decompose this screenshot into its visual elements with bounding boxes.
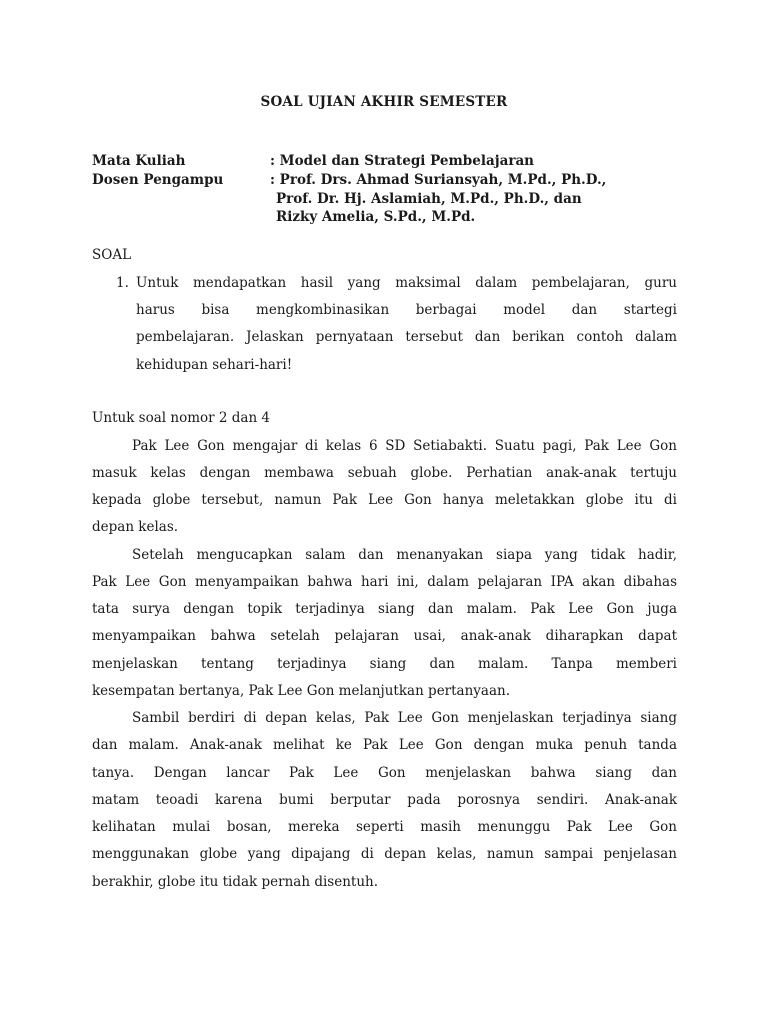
paragraph-line: menjelaskan tentang terjadinya siang dan malam. Tanpa memberi bbox=[92, 656, 677, 672]
question-line: pembelajaran. Jelaskan pernyataan tersebut dan berikan contoh dalam bbox=[136, 329, 677, 345]
soal-heading: SOAL bbox=[92, 247, 132, 263]
question-line: harus bisa mengkombinasikan berbagai model dan startegi bbox=[136, 302, 677, 318]
paragraph-line: tata surya dengan topik terjadinya siang dan malam. Pak Lee Gon juga bbox=[92, 601, 677, 617]
question-line: Untuk mendapatkan hasil yang maksimal dalam pembelajaran, guru bbox=[136, 275, 677, 291]
paragraph-line: Pak Lee Gon menyampaikan bahwa hari ini, dalam pelajaran IPA akan dibahas bbox=[92, 574, 677, 590]
course-value: : Model dan Strategi Pembelajaran bbox=[270, 153, 535, 169]
paragraph-line: depan kelas. bbox=[92, 519, 179, 535]
context-heading: Untuk soal nomor 2 dan 4 bbox=[92, 410, 271, 426]
paragraph-line: menyampaikan bahwa setelah pelajaran usai, anak-anak diharapkan dapat bbox=[92, 628, 677, 644]
page-title: SOAL UJIAN AKHIR SEMESTER bbox=[260, 94, 508, 110]
lecturer-line-3: Rizky Amelia, S.Pd., M.Pd. bbox=[276, 209, 476, 225]
question-line: kehidupan sehari-hari! bbox=[136, 357, 293, 373]
paragraph-line: Setelah mengucapkan salam dan menanyakan siapa yang tidak hadir, bbox=[132, 547, 677, 563]
paragraph-line: tanya. Dengan lancar Pak Lee Gon menjelaskan bahwa siang dan bbox=[92, 765, 677, 781]
paragraph-line: Pak Lee Gon mengajar di kelas 6 SD Setiabakti. Suatu pagi, Pak Lee Gon bbox=[132, 438, 677, 454]
paragraph-line: Sambil berdiri di depan kelas, Pak Lee Gon menjelaskan terjadinya siang bbox=[132, 710, 677, 726]
paragraph-line: masuk kelas dengan membawa sebuah globe. Perhatian anak-anak tertuju bbox=[92, 465, 677, 481]
course-row bbox=[92, 152, 534, 171]
lecturer-row bbox=[92, 171, 606, 190]
paragraph-line: kesempatan bertanya, Pak Lee Gon melanjutkan pertanyaan. bbox=[92, 683, 511, 699]
paragraph-line: kepada globe tersebut, namun Pak Lee Gon hanya meletakkan globe itu di bbox=[92, 492, 677, 508]
lecturer-label: Dosen Pengampu bbox=[92, 172, 224, 188]
lecturer-line-1: : Prof. Drs. Ahmad Suriansyah, M.Pd., Ph.D., bbox=[270, 172, 607, 188]
question-number: 1. bbox=[116, 275, 129, 291]
lecturer-line-2: Prof. Dr. Hj. Aslamiah, M.Pd., Ph.D., dan bbox=[276, 191, 582, 207]
course-label: Mata Kuliah bbox=[92, 153, 186, 169]
paragraph-line: berakhir, globe itu tidak pernah disentuh. bbox=[92, 874, 379, 890]
paragraph-line: dan malam. Anak-anak melihat ke Pak Lee Gon dengan muka penuh tanda bbox=[92, 737, 677, 753]
paragraph-line: menggunakan globe yang dipajang di depan kelas, namun sampai penjelasan bbox=[92, 846, 677, 862]
paragraph-line: matam teoadi karena bumi berputar pada porosnya sendiri. Anak-anak bbox=[92, 792, 677, 808]
paragraph-line: kelihatan mulai bosan, mereka seperti masih menunggu Pak Lee Gon bbox=[92, 819, 677, 835]
